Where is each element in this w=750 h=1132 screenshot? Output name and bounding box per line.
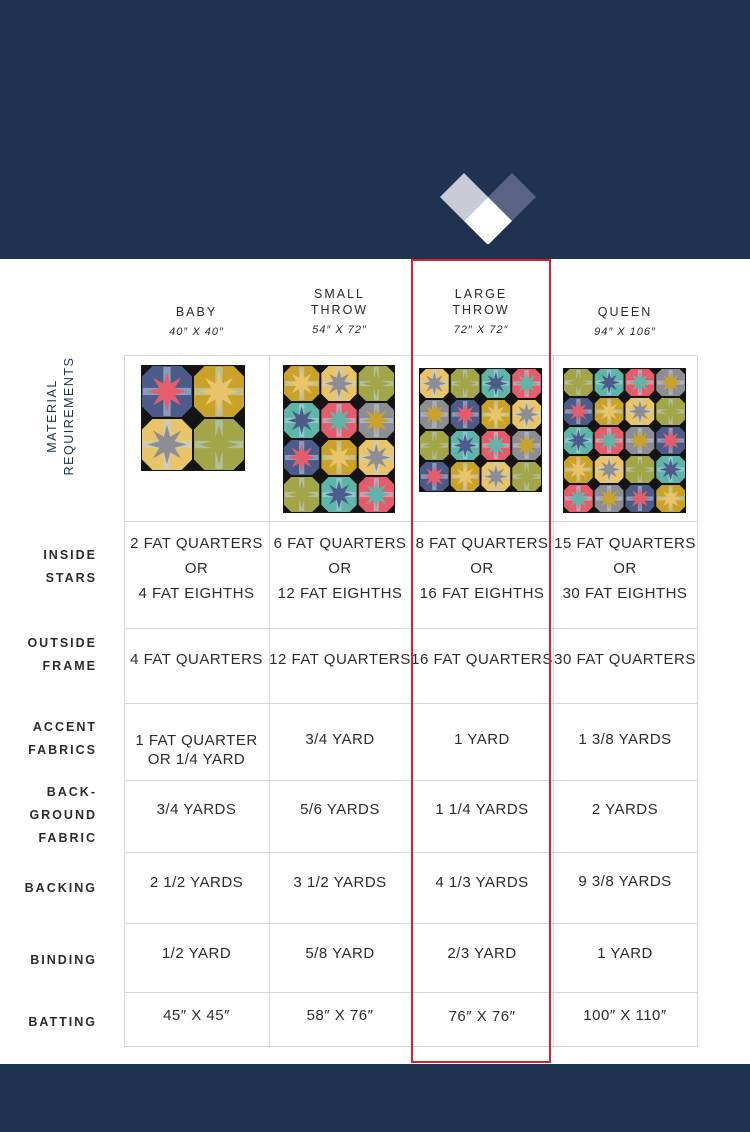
- column-header-small-throw: [269, 286, 410, 336]
- column-name: SMALL THROW: [310, 287, 369, 317]
- table-cell: 3/4 YARD: [305, 730, 375, 748]
- header-banner: [0, 0, 750, 259]
- column-header-queen: [553, 304, 697, 338]
- column-name: LARGE THROW: [452, 287, 510, 317]
- column-dimensions: 40″ X 40″: [169, 326, 224, 338]
- table-cell: 5/6 YARDS: [300, 800, 380, 818]
- row-label-batting: BATTING: [28, 1015, 97, 1029]
- footer-banner: [0, 1064, 750, 1132]
- table-cell: 4 1/3 YARDS: [435, 873, 529, 891]
- large-throw-highlight-frame: [411, 259, 551, 1063]
- row-label-background-fabric: BACK- GROUND FABRIC: [29, 785, 97, 845]
- small-throw-quilt-image: [283, 365, 395, 513]
- heart-diamond-logo-icon: [438, 170, 538, 244]
- table-cell: 1 1/4 YARDS: [435, 800, 529, 818]
- table-cell: 2 FAT QUARTERS OR 4 FAT EIGHTHS: [130, 534, 263, 602]
- table-cell: 30 FAT QUARTERS: [554, 650, 696, 668]
- table-cell: 1/2 YARD: [161, 944, 232, 962]
- table-cell: 2 YARDS: [591, 800, 659, 818]
- column-name: QUEEN: [597, 305, 653, 319]
- table-cell: 5/8 YARD: [305, 944, 375, 962]
- column-header-baby: [124, 304, 269, 338]
- column-dimensions: 94″ X 106″: [594, 326, 656, 338]
- table-cell: 12 FAT QUARTERS: [269, 650, 411, 668]
- table-cell: 2/3 YARD: [447, 944, 517, 962]
- table-cell: 16 FAT QUARTERS: [411, 650, 553, 668]
- table-cell: 100″ X 110″: [583, 1006, 667, 1024]
- table-cell: 8 FAT QUARTERS OR 16 FAT EIGHTHS: [415, 534, 549, 602]
- material-requirements-title: MATERIAL REQUIREMENTS: [45, 356, 76, 476]
- row-label-inside-stars: INSIDE STARS: [43, 548, 97, 585]
- grid-line: [697, 355, 698, 1046]
- table-cell: 15 FAT QUARTERS OR 30 FAT EIGHTHS: [554, 534, 696, 602]
- table-cell: 1 YARD: [454, 730, 510, 748]
- row-label-accent-fabrics: ACCENT FABRICS: [28, 720, 97, 757]
- table-cell: 3/4 YARDS: [156, 800, 237, 818]
- row-label-binding: BINDING: [30, 953, 97, 967]
- table-cell: 1 3/8 YARDS: [578, 730, 672, 748]
- column-dimensions: 72″ X 72″: [453, 324, 509, 336]
- table-cell: 58″ X 76″: [306, 1006, 374, 1024]
- table-cell: 9 3/8 YARDS: [578, 872, 672, 890]
- table-cell: 1 FAT QUARTER OR 1/4 YARD: [135, 732, 258, 768]
- table-cell: 3 1/2 YARDS: [293, 873, 387, 891]
- table-cell: 76″ X 76″: [448, 1007, 516, 1025]
- table-cell: 1 YARD: [597, 944, 653, 962]
- row-label-backing: BACKING: [24, 881, 97, 895]
- table-cell: 45″ X 45″: [163, 1006, 230, 1024]
- queen-quilt-image: [563, 368, 686, 513]
- table-cell: 4 FAT QUARTERS: [130, 650, 263, 668]
- table-cell: 2 1/2 YARDS: [149, 873, 244, 891]
- column-dimensions: 54″ X 72″: [312, 324, 367, 336]
- table-cell: 6 FAT QUARTERS OR 12 FAT EIGHTHS: [273, 534, 407, 602]
- row-label-outside-frame: OUTSIDE FRAME: [27, 636, 97, 673]
- column-name: BABY: [175, 305, 218, 319]
- baby-quilt-image: [141, 365, 245, 471]
